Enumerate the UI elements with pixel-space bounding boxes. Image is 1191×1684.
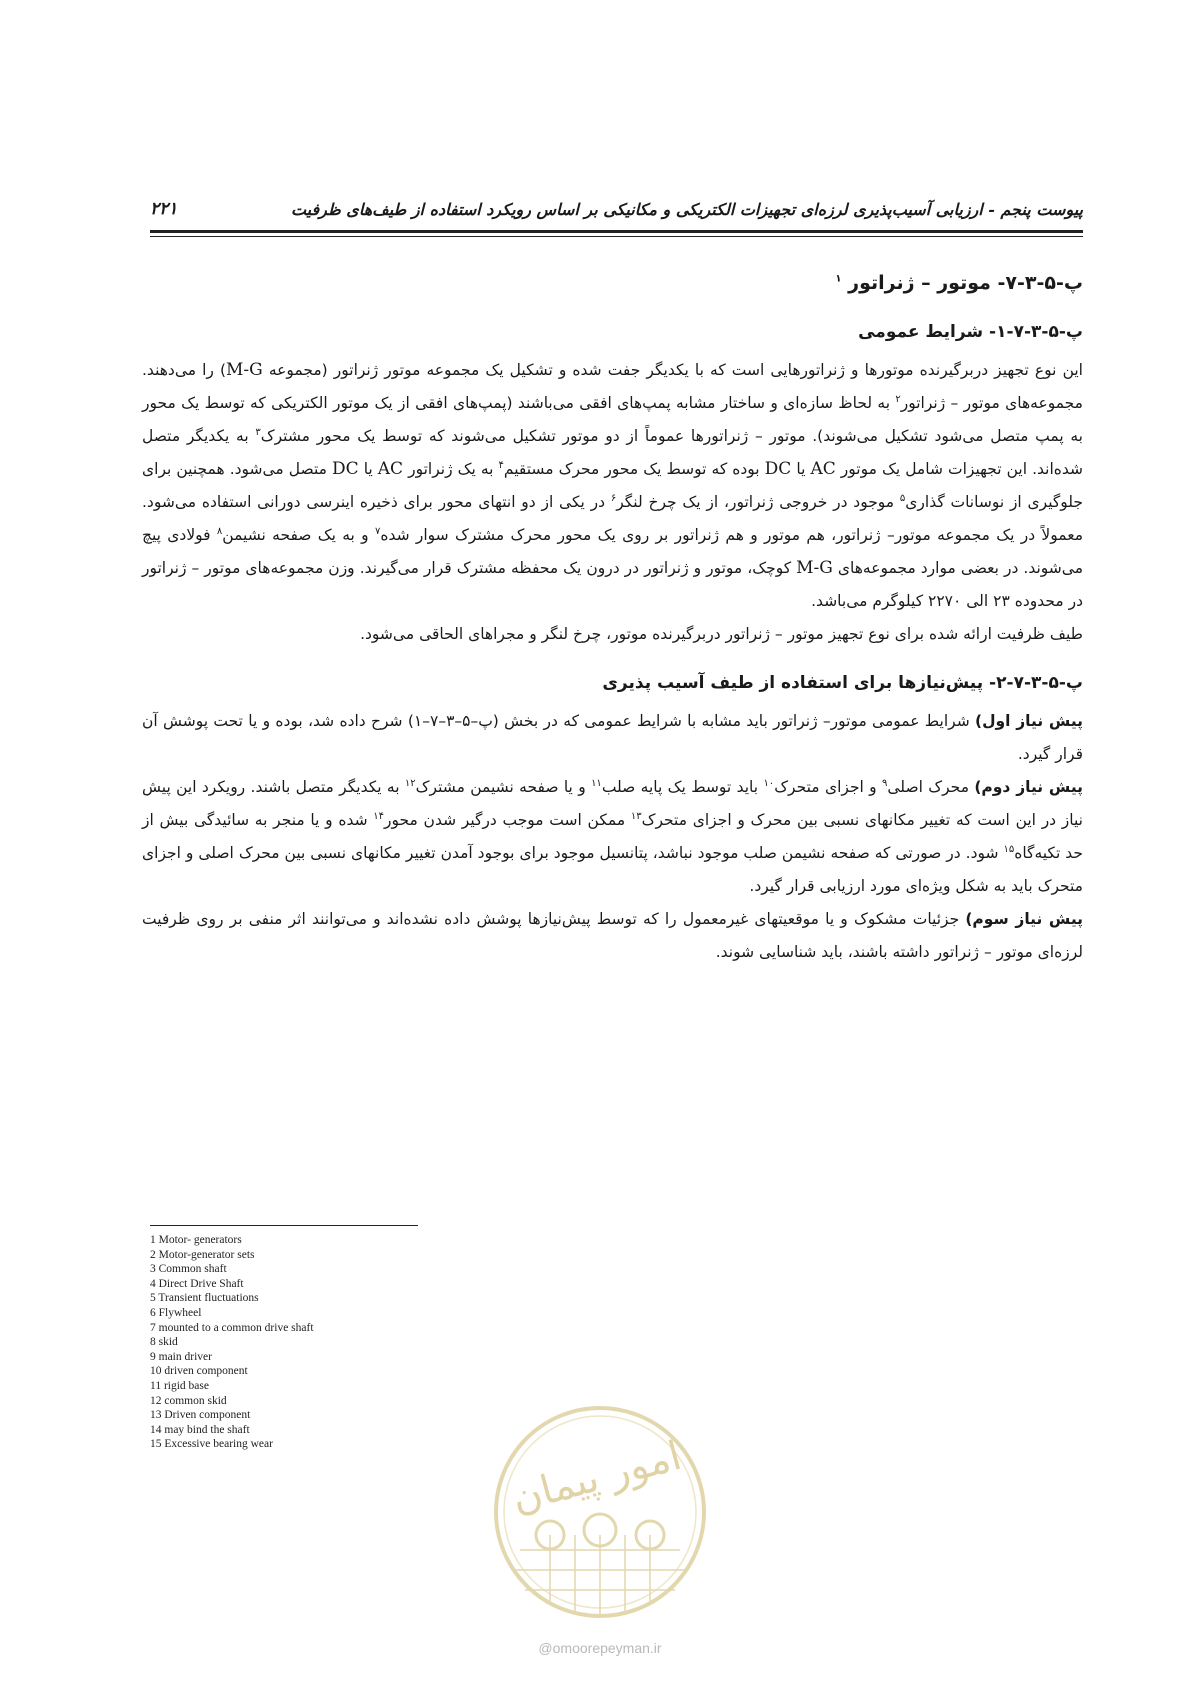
text-run: باید توسط یک پایه صلب [601, 778, 764, 796]
text-run: محرک اصلی [887, 778, 975, 796]
footnote-item: 9 main driver [150, 1350, 212, 1363]
section-title: پ-۵-۳-۷- موتور – ژنراتور [848, 272, 1083, 294]
footnote-ref: ۹ [882, 777, 888, 789]
text-run: به یکدیگر متصل شده‌اند. این تجهیزات شامل یک موتور [142, 427, 1084, 478]
footnote-item: 11 rigid base [150, 1379, 209, 1392]
footnote-ref: ۸ [216, 525, 223, 537]
subsection-heading-prerequisites: پ-۵-۳-۷-۲- پیش‌نیازها برای استفاده از طیف آسیب پذیری [602, 673, 1083, 693]
paragraph-general-conditions [142, 354, 1083, 618]
footnote-ref: ۷ [374, 525, 381, 537]
text-run: جزئیات مشکوک و یا موقعیتهای غیرمعمول را که توسط پیش‌نیازها پوشش داده نشده‌اند و می‌توانند اثر منفی بر روی ظرفیت لرزه‌ای موتور – ژنراتور داشته باشند، باید شناسایی شوند. [142, 910, 1083, 961]
footnote-item: 14 may bind the shaft [150, 1423, 250, 1436]
header-title: پیوست پنجم - ارزیابی آسیب‌پذیری لرزه‌ای تجهیزات الکتریکی و مکانیکی بر اساس رویکرد استفاده از طیف‌های ظرفیت [290, 199, 1083, 219]
prerequisite-label: پیش نیاز اول) [975, 712, 1083, 730]
footnote-item: 12 common skid [150, 1394, 227, 1407]
prerequisite-label: پیش نیاز سوم) [965, 910, 1083, 928]
text-run: شرایط عمومی موتور– ژنراتور باید مشابه با شرایط عمومی که در بخش (پ–۵–۳–۷–۱) شرح داده شد، بوده و یا تحت پوشش آن قرار گیرد. [142, 712, 1083, 763]
text-run: کوچک، موتور و ژنراتور در درون یک محفظه مشترک قرار می‌گیرند. وزن مجموعه‌های موتور – ژنراتور در محدوده ۲۳ الی ۲۲۷۰ کیلوگرم می‌باشد. [142, 559, 1083, 610]
watermark-site: @omoorepeyman.ir [538, 1640, 662, 1656]
latin-term: DC [332, 459, 359, 479]
footnote-item: 13 Driven component [150, 1409, 251, 1422]
latin-term: AC [377, 459, 404, 479]
text-run: شده و یا منجر به سائیدگی بیش از حد تکیه‌گاه [142, 811, 1083, 862]
section-heading [142, 272, 1083, 294]
footnote-item: 2 Motor-generator sets [150, 1248, 255, 1261]
latin-term: AC [810, 459, 836, 479]
text-run: موجود در خروجی ژنراتور، از یک چرخ لنگر [616, 493, 900, 511]
paragraph-capacity-spectrum: طیف ظرفیت ارائه شده برای نوع تجهیز موتور – ژنراتور دربرگیرنده موتور، چرخ لنگر و مجراهای الحاقی می‌شود. [360, 625, 1083, 643]
subsection-heading-general: پ-۵-۳-۷-۱- شرایط عمومی [858, 322, 1083, 342]
footnote-ref: ۱ [835, 273, 842, 285]
running-header [150, 196, 1083, 222]
latin-term: M-G [796, 558, 833, 578]
footnote-item: 1 Motor- generators [150, 1234, 242, 1246]
footnote-ref: ۲ [895, 393, 901, 405]
latin-term: DC [764, 459, 792, 479]
footnote-separator [150, 1225, 418, 1226]
footnote-item: 10 driven component [150, 1365, 248, 1378]
text-run: به یکدیگر متصل باشند. رویکرد این پیش نیاز در این است که تغییر مکانهای نسبی بین محرک و اجزای متحرک [142, 778, 1083, 829]
footnote-ref: ۱۳ [630, 810, 642, 822]
text-run: متصل می‌شود. همچنین برای جلوگیری از نوسانات گذاری [142, 460, 1083, 511]
footnote-item: 5 Transient fluctuations [150, 1292, 259, 1305]
footnote-ref: ۱۲ [404, 777, 416, 789]
text-run: به لحاظ سازه‌ای و ساختار مشابه پمپ‌های افقی می‌باشند (پمپ‌های افقی از یک موتور الکتریکی که توسط یک محور به پمپ متصل می‌شود تشکیل می‌شوند). موتور – ژنراتورها عموماً از دو موتور تشکیل می‌شوند که توسط یک محور مشترک [142, 394, 1083, 445]
footnote-item: 4 Direct Drive Shaft [150, 1277, 244, 1290]
text-run: بوده که توسط یک محور محرک مستقیم [503, 460, 765, 478]
text-run: یا [358, 460, 378, 478]
footnote-ref: ۱۵ [1003, 843, 1015, 855]
prerequisite-1 [142, 705, 1083, 771]
footnote-item: 3 Common shaft [150, 1263, 227, 1276]
latin-term: M-G [226, 360, 263, 380]
text-run: فولادی پیچ می‌شوند. در بعضی موارد مجموعه‌های [142, 526, 1084, 577]
text-run: و به یک صفحه نشیمن [222, 526, 375, 544]
text-run: ) را می‌دهند. مجموعه‌های موتور – ژنراتور [142, 361, 1083, 412]
spacer [142, 651, 1083, 673]
footnote-ref: ۱۱ [591, 777, 602, 789]
header-rule-thin [150, 236, 1083, 237]
text-run: به یک ژنراتور [403, 460, 499, 478]
text-run: و اجزای متحرک [774, 778, 883, 796]
main-content [142, 272, 1083, 969]
footnote-item: 15 Excessive bearing wear [150, 1438, 273, 1451]
prerequisite-label: پیش نیاز دوم) [974, 778, 1083, 796]
footnote-ref: ۳ [255, 426, 261, 438]
footnote-ref: ۵ [899, 492, 906, 504]
footnote-item: 7 mounted to a common drive shaft [150, 1321, 314, 1334]
footnote-ref: ۱۴ [373, 810, 385, 822]
watermark-logo [480, 1400, 720, 1640]
footnote-ref: ۴ [498, 459, 504, 471]
text-run: یا [791, 460, 811, 478]
text-run: شود. در صورتی که صفحه نشیمن صلب موجود نباشد، پتانسیل موجود برای بوجود آمدن تغییر مکانهای نسبی بین محرک اصلی و اجزای متحرک باید به شکل ویژه‌ای مورد ارزیابی قرار گیرد. [142, 844, 1083, 895]
page-number: ۲۲۱ [150, 199, 178, 219]
logo-text: امور پیمان [507, 1432, 687, 1523]
text-run: ممکن است موجب درگیر شدن محور [384, 811, 631, 829]
footnote-ref: ۱۰ [763, 777, 775, 789]
text-run: و یا صفحه نشیمن مشترک [415, 778, 592, 796]
footnote-ref: ۶ [610, 492, 617, 504]
footnote-item: 6 Flywheel [150, 1306, 202, 1319]
text-run: در یکی از دو انتهای محور برای ذخیره اینرسی دورانی استفاده می‌شود. معمولاً در یک مجموعه موتور– ژنراتور، هم موتور و هم ژنراتور بر روی یک محور محرک مشترک سوار شده [142, 493, 1083, 544]
prerequisite-3 [142, 903, 1083, 969]
prerequisite-2 [142, 771, 1083, 903]
footnote-item: 8 skid [150, 1336, 178, 1349]
header-rule [150, 230, 1083, 233]
text-run: این نوع تجهیز دربرگیرنده موتورها و ژنراتورهایی است که با یکدیگر جفت شده و تشکیل یک مجموعه موتور ژنراتور (مجموعه [262, 361, 1083, 379]
